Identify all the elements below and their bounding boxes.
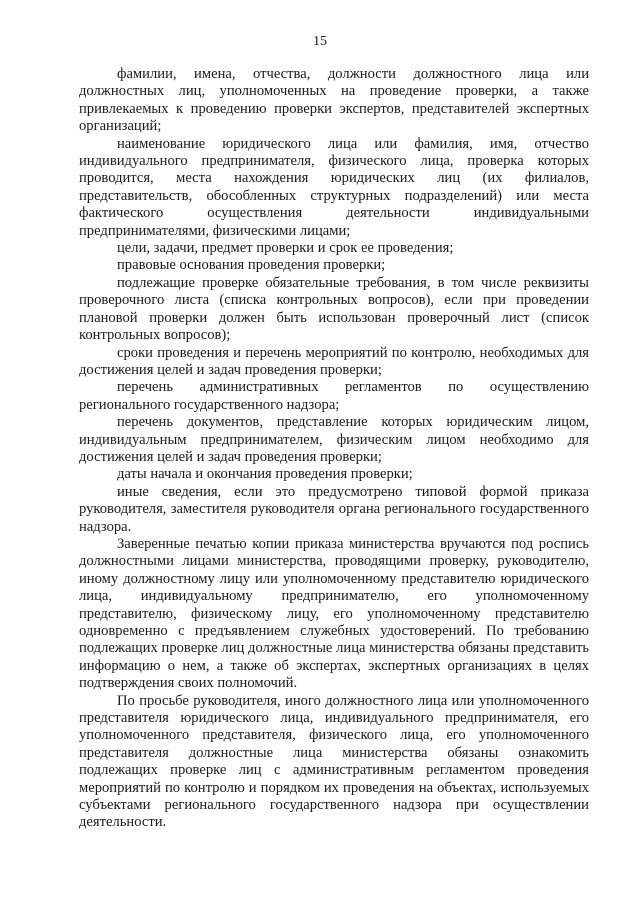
paragraph-11: Заверенные печатью копии приказа министерства вручаются под роспись должностными лицами министерства, проводящими проверку, руководителю, иному должностному лицу или уполномоченному представителю юридического лица, индивидуальному предпринимателю, его уполномоченному представителю, физическому лицу, его уполномоченному представителю одновременно с предъявлением служебных удостоверений. По требованию подлежащих проверке лиц должностные лица министерства обязаны представить информацию о нем, а также об экспертах, экспертных организациях в целях подтверждения своих полномочий. (79, 535, 589, 692)
paragraph-10: иные сведения, если это предусмотрено типовой формой приказа руководителя, заместителя руководителя органа регионального государственного надзора. (79, 483, 589, 535)
paragraph-8: перечень документов, представление которых юридическим лицом, индивидуальным предпринимателем, физическим лицом необходимо для достижения целей и задач проведения проверки; (79, 414, 589, 465)
paragraph-4: правовые основания проведения проверки; (117, 257, 386, 274)
paragraph-6: сроки проведения и перечень мероприятий по контролю, необходимых для достижения целей и задач проведения проверки; (79, 344, 589, 378)
paragraph-2: наименование юридического лица или фамилия, имя, отчество индивидуального предпринимателя, физического лица, проверка которых проводится, места нахождения юридических лиц (их филиалов, представительств, обособленных структурных подразделений) или места фактического осуществления деятельности индивидуальными предпринимателями, физическими лицами; (79, 135, 589, 239)
paragraph-3: цели, задачи, предмет проверки и срок ее проведения; (117, 240, 454, 257)
page-number: 15 (313, 34, 327, 49)
paragraph-12: По просьбе руководителя, иного должностного лица или уполномоченного представителя юридического лица, индивидуального предпринимателя, его уполномоченного представителя, физического лица, его уполномоченного представителя должностные лица министерства обязаны ознакомить подлежащих проверке лиц с административным регламентом проведения мероприятий по контролю и порядком их проведения на объектах, используемых субъектами регионального государственного надзора при осуществлении деятельности. (79, 692, 589, 831)
paragraph-1: фамилии, имена, отчества, должности должностного лица или должностных лиц, уполномоченных на проведение проверки, а также привлекаемых к проведению проверки экспертов, представителей экспертных организаций; (79, 66, 589, 135)
document-body (79, 66, 589, 832)
paragraph-7: перечень административных регламентов по осуществлению регионального государственного надзора; (79, 379, 589, 413)
paragraph-5: подлежащие проверке обязательные требования, в том числе реквизиты проверочного листа (списка контрольных вопросов), если при проведении плановой проверки должен быть использован проверочный лист (список контрольных вопросов); (79, 274, 589, 344)
paragraph-9: даты начала и окончания проведения проверки; (117, 466, 413, 483)
